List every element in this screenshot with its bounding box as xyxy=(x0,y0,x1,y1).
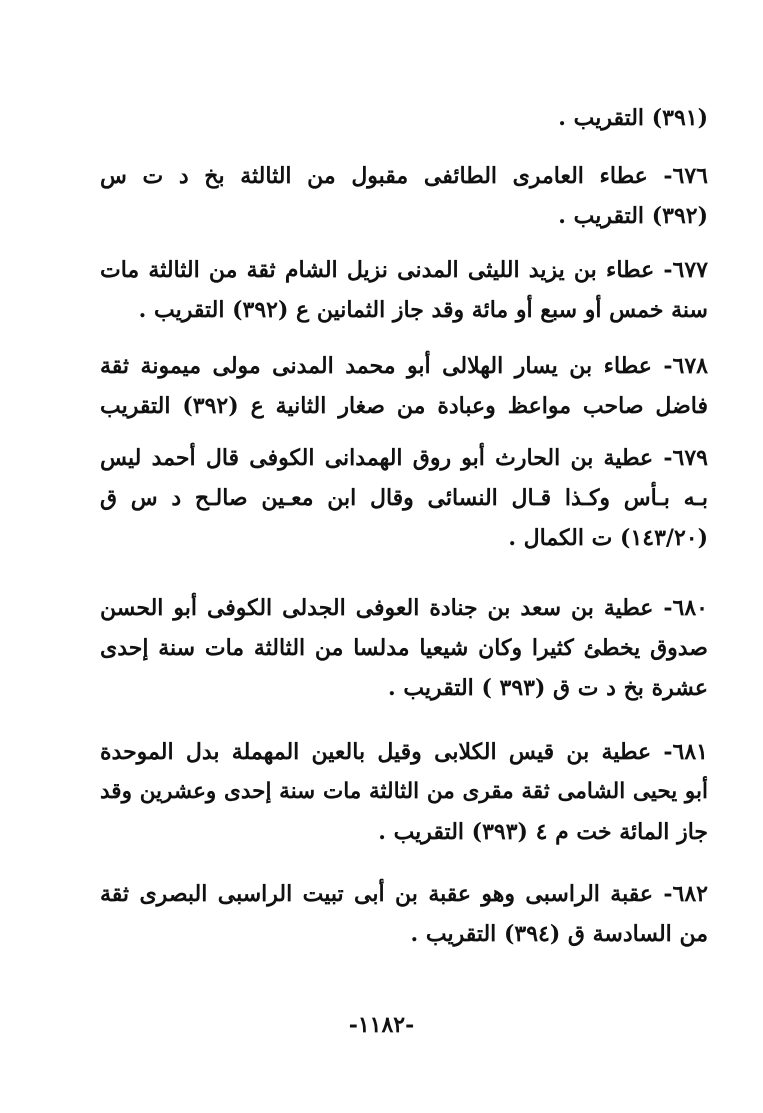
entry-681 xyxy=(100,732,708,852)
text-line: ٦٧٨- عطاء بن يسار الهلالى أبو محمد المدنى مولى ميمونة ثقة xyxy=(100,353,708,379)
entry-682 xyxy=(100,874,708,954)
text-line: (٣٩٢) التقريب . xyxy=(558,203,708,229)
entry-676 xyxy=(100,156,708,236)
entry-675-tail xyxy=(100,98,708,138)
text-line: ٦٧٦- عطاء العامرى الطائفى مقبول من الثالثة بخ د ت س xyxy=(100,163,708,189)
text-line: جاز المائة خت م ٤ (٣٩٣) التقريب . xyxy=(378,819,708,845)
text-line: أبو يحيى الشامى ثقة مقرى من الثالثة مات سنة إحدى وعشرين وقد xyxy=(100,779,708,804)
page-number: -١١٨٢- xyxy=(348,1012,415,1038)
text-line: ٦٧٩- عطية بن الحارث أبو روق الهمدانى الكوفى قال أحمد ليس xyxy=(100,445,708,471)
text-line: (١٤٣/٢٠) ت الكمال . xyxy=(508,525,708,551)
text-line: ٦٨٢- عقبة الراسبى وهو عقبة بن أبى تبيت الراسبى البصرى ثقة xyxy=(100,881,708,907)
text-line: عشرة بخ د ت ق (٣٩٣ ) التقريب . xyxy=(388,675,708,701)
entry-680 xyxy=(100,588,708,708)
entry-679 xyxy=(100,438,708,558)
text-line: سنة خمس أو سبع أو مائة وقد جاز الثمانين ع (٣٩٢) التقريب . xyxy=(138,297,708,323)
text-line: من السادسة ق (٣٩٤) التقريب . xyxy=(410,921,708,947)
entry-678 xyxy=(100,346,708,426)
text-line: فاضل صاحب مواعظ وعبادة من صغار الثانية ع (٣٩٢) التقريب xyxy=(100,393,708,419)
text-line: ٦٧٧- عطاء بن يزيد الليثى المدنى نزيل الشام ثقة من الثالثة مات xyxy=(100,257,708,283)
text-line: صدوق يخطئ كثيرا وكان شيعيا مدلسا من الثالثة مات سنة إحدى xyxy=(100,635,708,661)
text-line: ٦٨٠- عطية بن سعد بن جنادة العوفى الجدلى الكوفى أبو الحسن xyxy=(100,595,708,621)
entry-677 xyxy=(100,250,708,330)
text-line: ٦٨١- عطية بن قيس الكلابى وقيل بالعين المهملة بدل الموحدة xyxy=(100,739,708,765)
text-line: بـه بـأس وكـذا قـال النسائى وقال ابن معـين صالـح د س ق xyxy=(100,485,708,511)
text-line: (٣٩١) التقريب . xyxy=(558,105,708,131)
